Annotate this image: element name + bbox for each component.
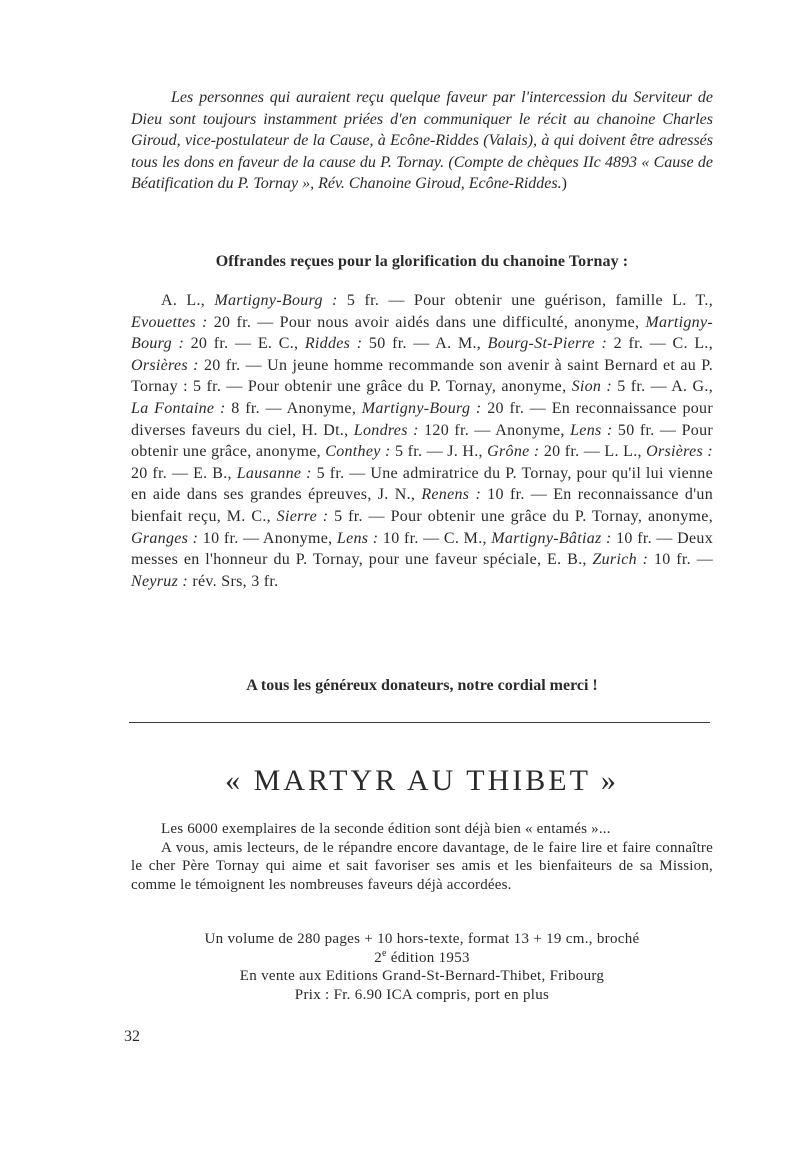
offrande-place: Conthey : [325,443,391,461]
offrande-place: Bourg-St-Pierre : [487,335,608,353]
offrande-place: Grône : [487,443,540,461]
offrande-text: 10 fr. — Anonyme, [198,529,337,547]
offrande-place: Martigny-Bourg : [131,313,713,353]
offrande-text: 5 fr. — J. H., [390,443,488,461]
offrande-place: Martigny-Bourg : [361,399,482,417]
offrande-text: 10 fr. — [648,551,713,569]
offrande-place: Granges : [131,529,199,547]
offrande-place: Zurich : [592,551,649,569]
offrande-place: Sierre : [276,507,329,525]
intercession-compte: Compte de chèques IIc 4893 « Cause de Béatification du P. Tornay », Rév. Chanoine Giroud, Ecône-Riddes. [131,153,714,193]
offrande-place: Orsières : [646,443,713,461]
section-divider [129,722,710,723]
book-description [131,820,713,894]
offrande-text: 5 fr. — Une admiratrice du P. Tornay, pour qu'il lui vienne en aide dans ses grandes épreuves, J. N., [131,464,713,504]
offrande-place: Lens : [570,421,613,439]
offrande-text: 20 fr. — En reconnaissance pour diverses faveurs du ciel, H. Dt., [131,399,713,439]
offrande-place: Sion : [571,378,613,396]
book-description-rest: A vous, amis lecteurs, de le répandre encore davantage, de le faire lire et faire connaître le cher Père Tornay qui aime et sait favoriser ses amis et les bienfaiteurs de sa Mission, comme le témoignent les nombreuses faveurs déjà accordées. [131,839,713,893]
book-info [131,930,713,1004]
offrande-place: Orsières : [131,356,199,374]
book-edition-number: 2 [374,949,382,966]
intercession-text-after: ), à qui doivent être adressés tous les dons en faveur de la cause du P. Tornay. ( [131,132,713,171]
book-title: « MARTYR AU THIBET » [225,764,619,797]
book-edition-rest: édition 1953 [386,949,470,966]
offrande-text: 10 fr. — En reconnaissance d'un bienfait reçu, M. C., [131,486,713,525]
offrande-text: 20 fr. — Un jeune homme recommande son avenir à saint Bernard et au P. Tornay : 5 fr. — Pour obtenir une grâce du P. Tornay, anonyme, [131,356,713,396]
offrande-place: Neyruz : [131,572,189,590]
offrande-text: 5 fr. — A. G., [612,378,713,396]
offrande-text: 20 fr. — E. C., [184,335,305,353]
offrande-text: 10 fr. — C. M., [378,529,492,547]
intercession-text: Les personnes qui auraient reçu quelque faveur par l'intercession du Serviteur de Dieu sont toujours instamment priées d'en communiquer le récit au chanoine Charles Giroud, vice-postulateur de la Cause, à Ecône-Riddes ( [131,89,713,150]
book-prix: Prix : Fr. 6.90 ICA compris, port en plus [294,986,550,1003]
offrande-place: Lausanne : [236,464,312,482]
offrande-place: Evouettes : [131,313,208,331]
offrande-text: 20 fr. — L. L., [539,443,647,461]
offrandes-entries [131,292,713,590]
book-vente: En vente aux Editions Grand-St-Bernard-Thibet, Fribourg [239,968,605,984]
offrande-place: Riddes : [304,335,363,353]
book-description-line1: Les 6000 exemplaires de la seconde édition sont déjà bien « entamés »... [161,821,611,837]
offrande-place: Martigny-Bourg : [214,292,338,309]
offrande-text: 8 fr. — Anonyme, [225,399,362,417]
offrande-text: rév. Srs, 3 fr. [188,572,279,590]
intercession-paragraph [131,87,713,195]
thanks-line: A tous les généreux donateurs, notre cordial merci ! [246,677,598,694]
intercession-closing: ) [561,175,567,193]
offrandes-title: Offrandes reçues pour la glorification du chanoine Tornay : [215,253,629,270]
offrande-place: La Fontaine : [131,399,226,417]
offrande-text: 50 fr. — A. M., [362,335,488,353]
offrande-prefix: A. L., [161,292,215,309]
offrande-place: Renens : [421,486,482,504]
book-volume: Un volume de 280 pages + 10 hors-texte, format 13 + 19 cm., broché [204,931,640,947]
offrande-text: 20 fr. — Pour nous avoir aidés dans une difficulté, anonyme, [207,313,646,331]
offrande-place: Martigny-Bâtiaz : [491,529,612,547]
page-number: 32 [124,1028,140,1045]
book-edition-sup: e [382,947,387,959]
offrande-text: 120 fr. — Anonyme, [418,421,571,439]
offrande-place: Londres : [353,421,419,439]
offrande-text: 5 fr. — Pour obtenir une grâce du P. Tornay, anonyme, [328,507,713,525]
offrande-place: Lens : [336,529,379,547]
offrandes-list [131,290,713,592]
offrande-text: 50 fr. — Pour obtenir une grâce, anonyme, [131,421,714,461]
book-edition [131,949,713,968]
offrande-text: 2 fr. — C. L., [607,335,714,353]
offrande-text: 10 fr. — Deux messes en l'honneur du P. Tornay, pour une faveur spéciale, E. B., [131,529,713,569]
intercession-valais: Valais [488,132,528,150]
offrande-text: 20 fr. — E. B., [131,464,237,482]
offrande-text: 5 fr. — Pour obtenir une guérison, famille L. T., [337,292,713,309]
